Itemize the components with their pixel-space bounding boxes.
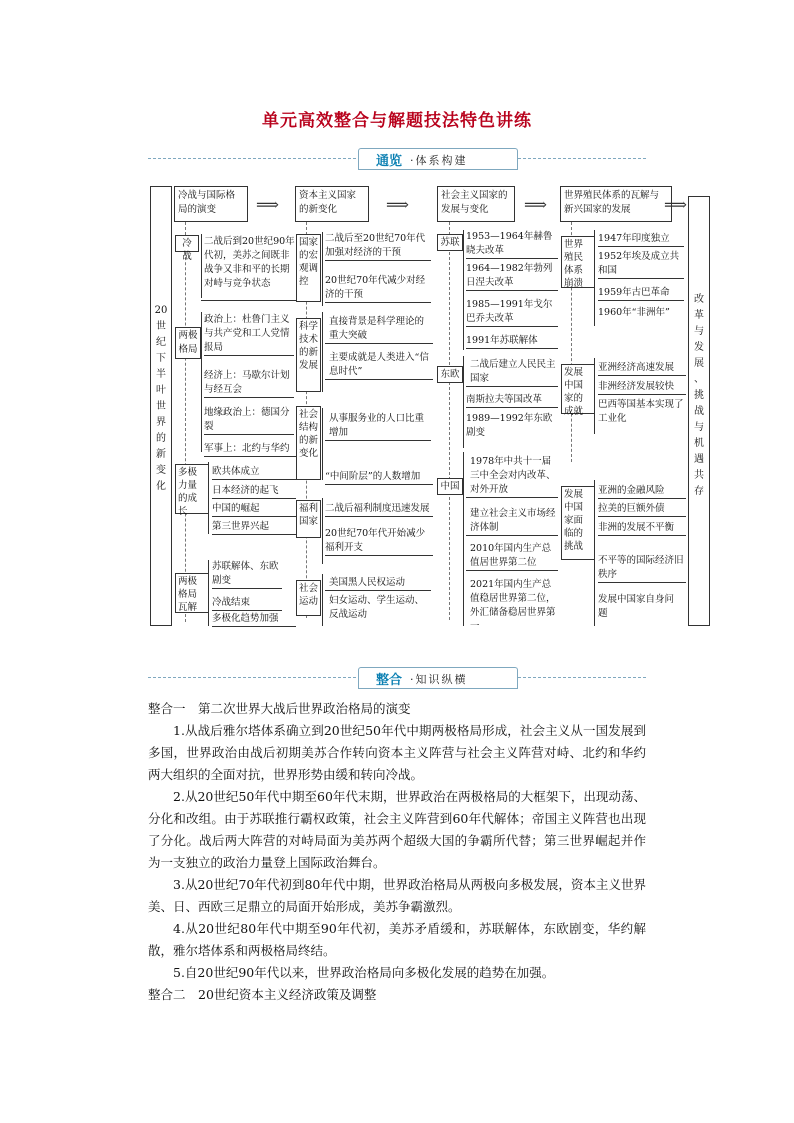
col1-collapse-item: 多极化趋势加强 <box>212 612 296 627</box>
col2-social-item: “中间阶层”的人数增加 <box>325 470 433 485</box>
section-header-overview-bold: 通览 <box>376 154 403 169</box>
col3-ee-item: 二战后建立人民民主国家 <box>466 358 558 387</box>
col2-social-item: 从事服务业的人口比重增加 <box>325 412 431 441</box>
col1-header: 冷战与国际格局的演变 <box>174 186 248 222</box>
col3-group-eastern-europe: 东欧 <box>437 366 463 383</box>
col3-china-item: 2010年国内生产总值居世界第二位 <box>466 542 558 571</box>
section-header-overview-rest: ·体系构建 <box>410 154 468 167</box>
col3-china-item: 2021年国内生产总值稳居世界第二位，外汇储备稳居世界第一 <box>470 579 556 632</box>
col2-macro-item: 20世纪70年代减少对经济的干预 <box>325 274 431 303</box>
col2-group-social-structure: 社会结构的新变化 <box>296 406 321 480</box>
col3-ussr-item: 1991年苏联解体 <box>466 334 558 349</box>
col3-ussr-item: 1985—1991年戈尔巴乔夫改革 <box>466 298 558 327</box>
col4-challenge-item: 不平等的国际经济旧秩序 <box>598 554 686 583</box>
col1-multipolar-item: 欧共体成立 <box>212 465 296 480</box>
paragraph-3: 3.从20世纪70年代初到80年代中期，世界政治格局从两极向多极发展，资本主义世界美、日、西欧三足鼎立的局面开始形成，美苏争霸激烈。 <box>148 877 646 914</box>
col1-group-cold-war: 冷战 <box>175 235 199 252</box>
paragraph-1: 1.从战后雅尔塔体系确立到20世纪50年代中期两极格局形成，社会主义从一国发展到多国，世界政治由战后初期美苏合作转向资本主义阵营与社会主义阵营对峙、北约和华约两大组织的全面对抗，世界形势由缓和转向冷战。 <box>148 723 646 782</box>
col1-collapse-item: 冷战结束 <box>212 596 282 611</box>
left-vertical-label: 20 世 纪 下 半 叶 世 界 的 新 变 化 <box>154 305 168 492</box>
col2-macro-item: 二战后至20世纪70年代加强对经济的干预 <box>325 232 431 261</box>
col3-china-item: 建立社会主义市场经济体制 <box>466 507 558 536</box>
col1-multipolar-item: 中国的崛起 <box>212 502 296 517</box>
col2-welfare-item: 20世纪70年代开始减少福利开支 <box>325 527 433 556</box>
col4-challenge-item: 亚洲的金融风险 <box>598 484 686 499</box>
col4-colonial-item: 1947年印度独立 <box>598 232 684 247</box>
col3-group-china: 中国 <box>437 478 463 495</box>
col1-multipolar-item: 日本经济的起飞 <box>212 484 296 499</box>
col1-collapse-item: 苏联解体、东欧剧变 <box>212 560 282 589</box>
col2-movement-item: 妇女运动、学生运动、反战运动 <box>329 595 425 620</box>
col1-bipolar-geopolitical: 地缘政治上：德国分裂 <box>204 406 294 435</box>
col1-group-bipolar: 两极格局 <box>175 327 201 359</box>
col2-group-sci-tech: 科学技术的新发展 <box>296 318 321 392</box>
col1-bipolar-political: 政治上：杜鲁门主义与共产党和工人党情报局 <box>204 313 294 356</box>
flow-arrow-icon: ⟹ <box>256 195 279 214</box>
col4-header: 世界殖民体系的瓦解与新兴国家的发展 <box>560 186 672 222</box>
col4-achievement-item: 亚洲经济高速发展 <box>598 361 686 376</box>
col2-group-welfare: 福利国家 <box>296 500 321 538</box>
col3-ussr-item: 1964—1982年勃列日涅夫改革 <box>466 262 558 291</box>
col1-multipolar-item: 第三世界兴起 <box>212 520 296 535</box>
col3-ee-item: 南斯拉夫等国改革 <box>466 393 558 408</box>
col1-bipolar-military: 军事上：北约与华约 <box>204 442 296 457</box>
section-header-integration-bold: 整合 <box>376 673 403 688</box>
right-vertical-label: 改 革 与 发 展 、 挑 战 与 机 遇 共 存 <box>694 294 704 497</box>
document-title: 单元高效整合与解题技法特色讲练 <box>262 111 532 131</box>
integration-heading-2: 整合二 20世纪资本主义经济政策及调整 <box>148 987 377 1002</box>
col2-group-macro-control: 国家的宏观调控 <box>296 234 321 302</box>
col4-group-colonial-collapse: 世界殖民体系崩溃 <box>561 236 595 288</box>
paragraph-2: 2.从20世纪50年代中期至60年代末期，世界政治在两极格局的大框架下，出现动荡、分化和改组。由于苏联推行霸权政策，社会主义阵营到60年代解体；帝国主义阵营也出现了分化。战后两大阵营的对峙局面为美苏两个超级大国的争霸所代替；第三世界崛起并作为一支独立的政治力量登上国际政治舞台。 <box>148 789 646 870</box>
flow-arrow-icon: ⟹ <box>524 195 547 214</box>
col4-colonial-item: 1952年埃及成立共和国 <box>598 250 684 279</box>
col1-group-bipolar-collapse: 两极格局瓦解 <box>175 573 209 613</box>
col4-challenge-item: 非洲的发展不平衡 <box>598 521 686 536</box>
col4-achievement-item: 非洲经济发展较快 <box>598 380 686 395</box>
col3-ussr-item: 1953—1964年赫鲁晓夫改革 <box>466 230 558 259</box>
col2-movement-item: 美国黑人民权运动 <box>325 576 431 591</box>
integration-heading-1: 整合一 第二次世界大战后世界政治格局的演变 <box>148 701 411 716</box>
col3-header: 社会主义国家的发展与变化 <box>437 186 515 222</box>
col4-challenge-item: 发展中国家自身问题 <box>598 594 675 619</box>
col1-group-multipolar: 多极力量的成长 <box>175 464 209 514</box>
col1-cold-war-desc: 二战后到20世纪90年代初，美苏之间既非战争又非和平的长期对峙与竞争状态 <box>204 236 295 289</box>
col4-colonial-item: 1960年“非洲年” <box>598 307 670 318</box>
col2-scitech-item: 主要成就是人类进入“信息时代” <box>325 351 433 380</box>
section-header-integration <box>148 667 646 689</box>
paragraph-5: 5.自20世纪90年代以来，世界政治格局向多极化发展的趋势在加强。 <box>173 965 555 980</box>
flow-arrow-icon: ⟹ <box>664 195 687 214</box>
col3-ee-item: 1989—1992年东欧剧变 <box>466 413 553 438</box>
section-header-integration-rest: ·知识纵横 <box>410 673 468 686</box>
col4-group-achievements: 发展中国家的成就 <box>561 364 595 414</box>
col3-group-ussr: 苏联 <box>437 234 463 251</box>
col4-achievement-item: 巴西等国基本实现了工业化 <box>598 399 684 424</box>
col2-header: 资本主义国家的新变化 <box>295 186 369 222</box>
col2-group-social-movement: 社会运动 <box>296 580 321 616</box>
col4-colonial-item: 1959年古巴革命 <box>598 286 684 301</box>
col1-bipolar-economic: 经济上：马歇尔计划与经互会 <box>204 369 294 398</box>
col4-group-challenges: 发展中国家面临的挑战 <box>561 486 595 560</box>
paragraph-4: 4.从20世纪80年代中期至90年代初，美苏矛盾缓和，苏联解体，东欧剧变，华约解散，雅尔塔体系和两极格局终结。 <box>148 921 646 958</box>
col2-welfare-item: 二战后福利制度迅速发展 <box>325 502 433 517</box>
col2-scitech-item: 直接背景是科学理论的重大突破 <box>325 315 433 344</box>
col3-china-item: 1978年中共十一届三中全会对内改革、对外开放 <box>466 455 558 498</box>
col4-challenge-item: 拉美的巨额外债 <box>598 502 686 517</box>
flow-arrow-icon: ⟹ <box>386 195 409 214</box>
